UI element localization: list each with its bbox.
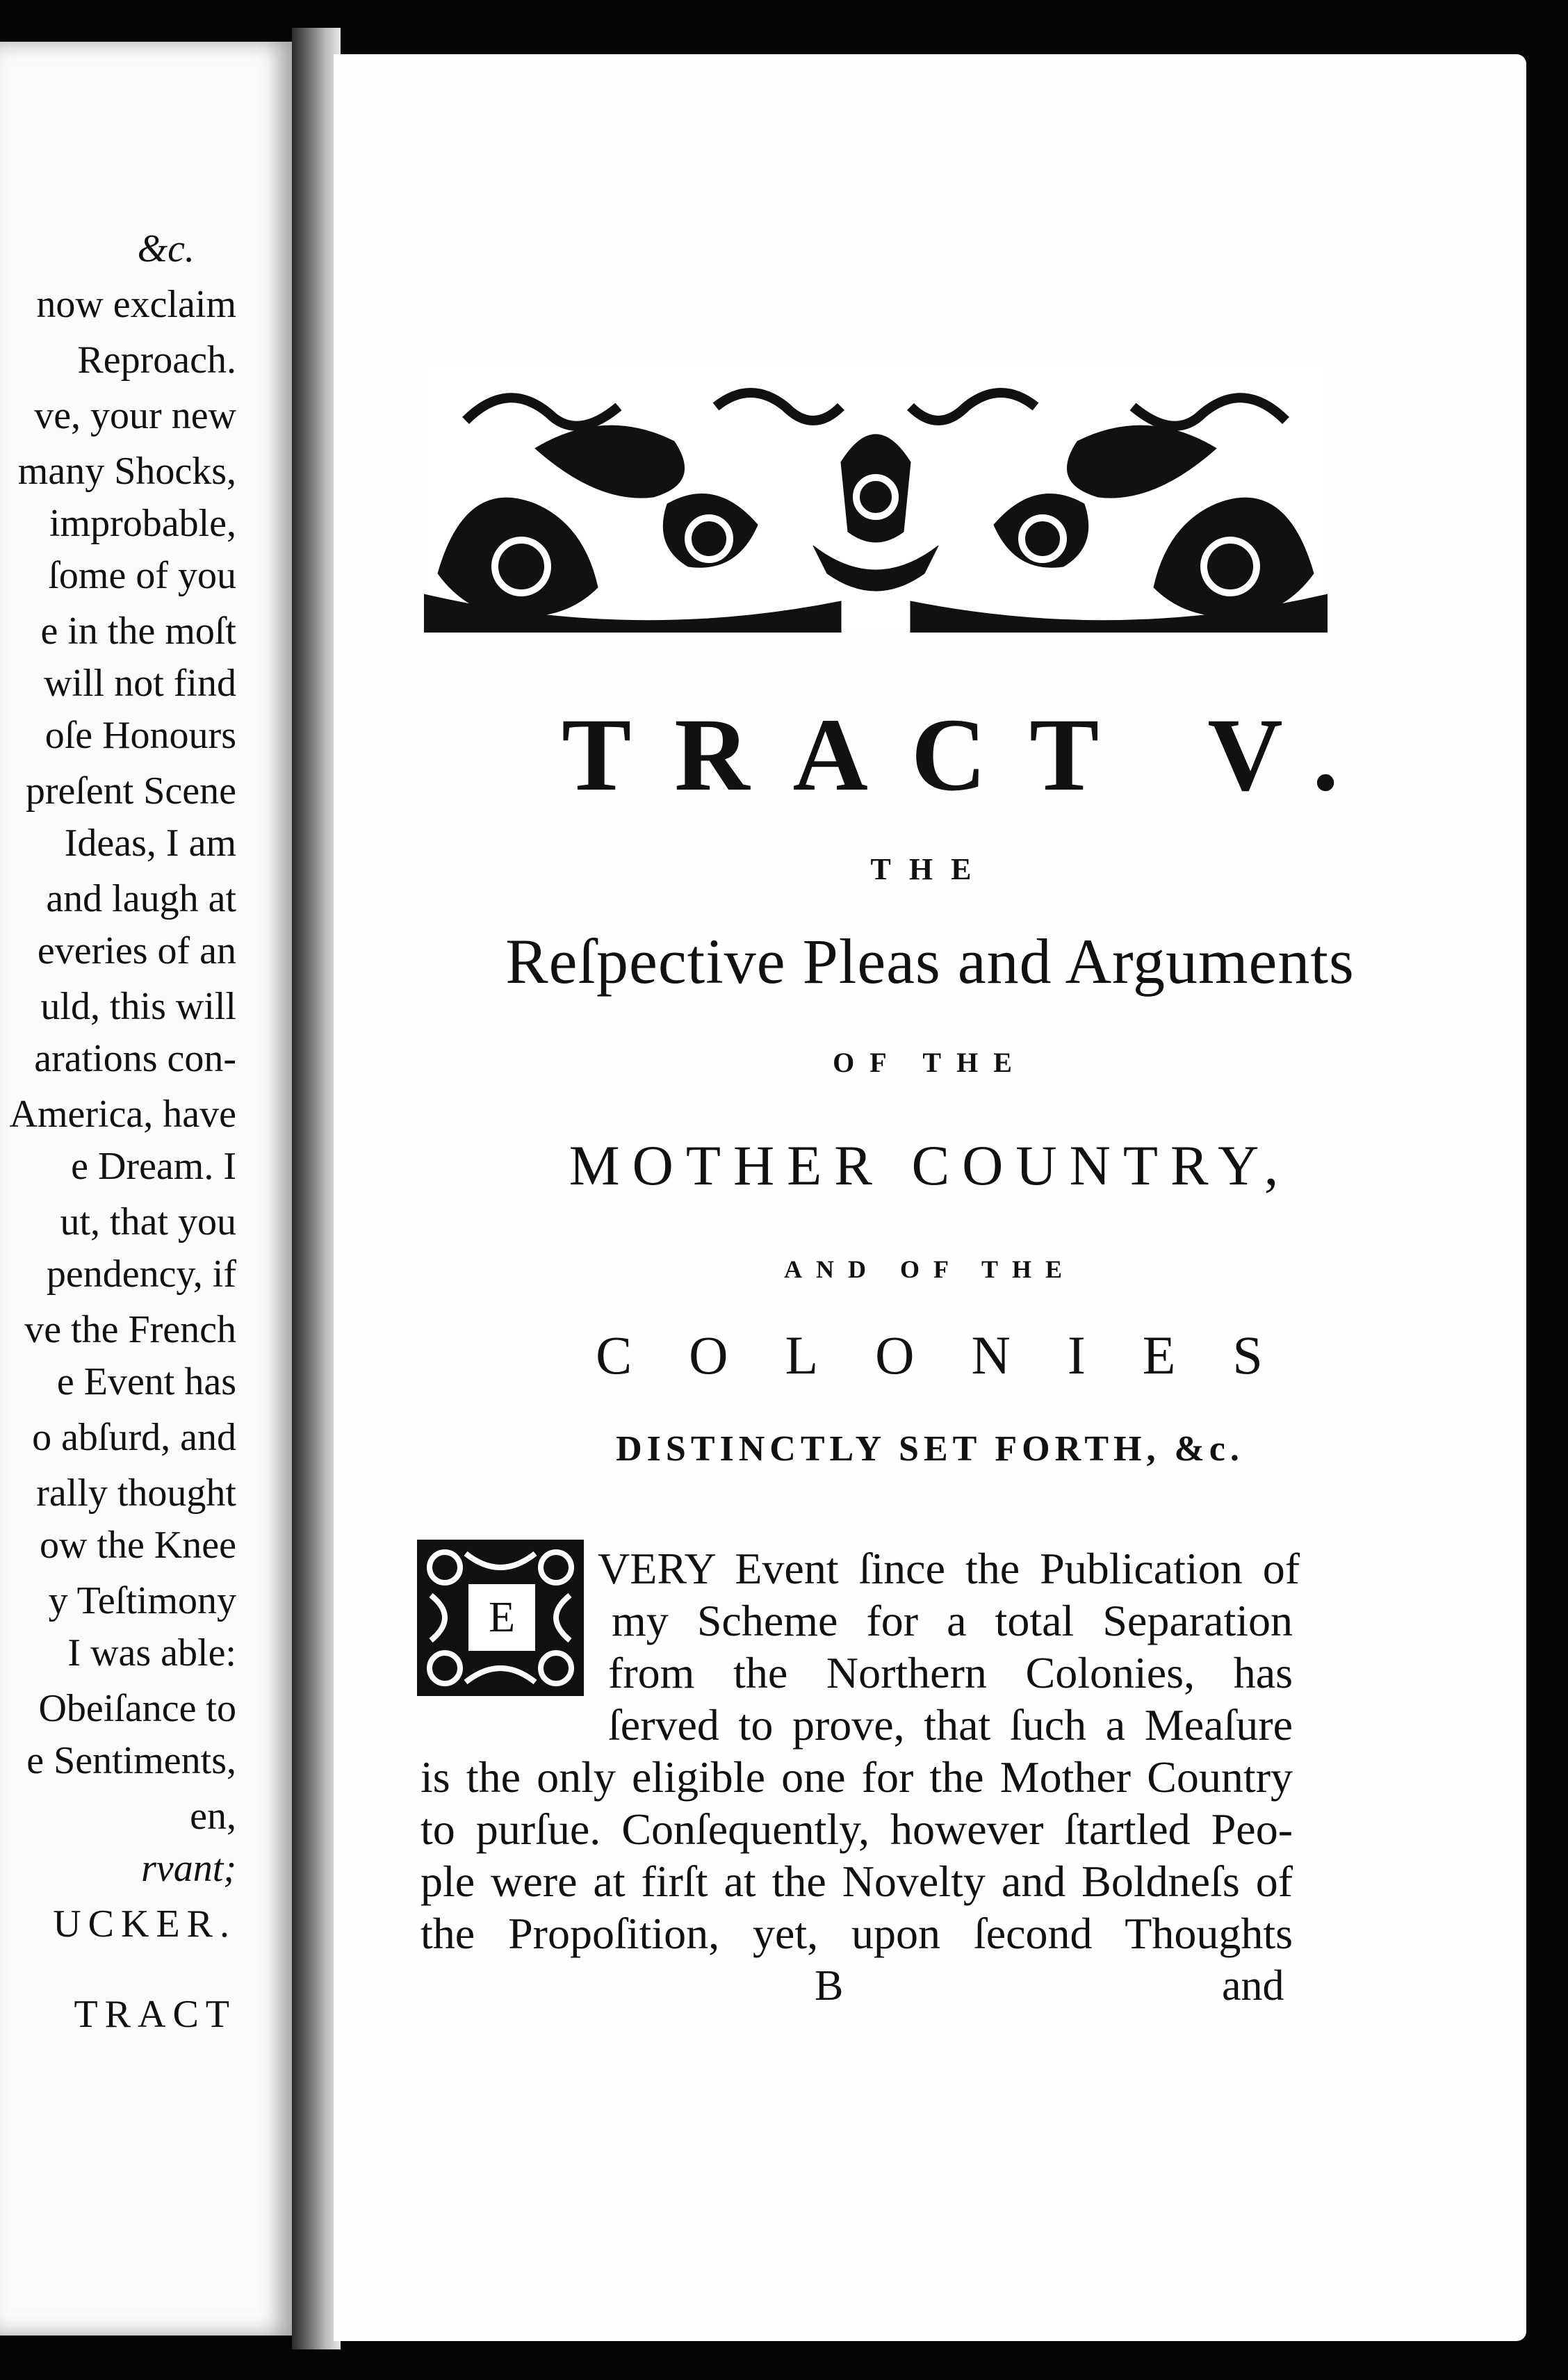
left-page-line: arations con- — [34, 1037, 236, 1080]
left-page-line: ve, your new — [34, 394, 236, 437]
colonies-heading: COLONIES — [596, 1325, 1320, 1385]
left-page-line: ow the Knee — [39, 1524, 236, 1567]
left-page-line: e Event has — [56, 1360, 236, 1403]
left-page-line: e Sentiments, — [26, 1739, 236, 1782]
signature-mark: B — [815, 1962, 844, 2010]
body-line-6: to purſue. Conſequently, however ſtartled Peo- — [420, 1804, 1293, 1854]
left-page-line: rally thought — [36, 1472, 236, 1515]
left-page-line: Reproach. — [77, 339, 236, 382]
left-page-line: pendency, if — [46, 1253, 236, 1296]
left-page-line: oſe Honours — [44, 714, 236, 757]
left-page-line: ſome of you — [48, 554, 236, 597]
left-page-line: rvant; — [141, 1847, 236, 1890]
left-page-line: now exclaim — [36, 283, 236, 326]
body-line-5: is the only eligible one for the Mother Country — [420, 1752, 1293, 1802]
left-page-line: y Teſtimony — [48, 1579, 236, 1622]
left-page-line: Ideas, I am — [64, 822, 236, 865]
body-line-7: ple were at firſt at the Novelty and Boldneſs of — [420, 1857, 1293, 1906]
left-page-line: e in the moſt — [40, 610, 236, 653]
left-page-line: UCKER. — [53, 1902, 236, 1946]
left-page-line: en, — [190, 1795, 236, 1838]
body-line-3: from the Northern Colonies, has — [608, 1648, 1293, 1697]
body-line-2: my Scheme for a total Separation — [612, 1596, 1293, 1645]
left-page-line: e Dream. I — [71, 1145, 236, 1188]
left-page-line: TRACT — [74, 1993, 236, 2036]
left-page-line: everies of an — [37, 929, 236, 972]
left-page-line: improbable, — [49, 502, 236, 545]
left-page-line: ve the French — [24, 1308, 236, 1351]
subheading-the: THE — [870, 852, 990, 886]
left-page-line: uld, this will — [40, 985, 236, 1028]
mother-country-heading: MOTHER COUNTRY, — [569, 1134, 1291, 1197]
left-page-line: America, have — [9, 1093, 236, 1136]
left-page-line: I was able: — [67, 1631, 236, 1674]
left-page-line: will not find — [44, 662, 236, 705]
left-page-line: Obeiſance to — [38, 1687, 236, 1730]
left-page-line: ut, that you — [60, 1200, 236, 1244]
left-page-line: many Shocks, — [17, 450, 236, 493]
left-page-line: &c. — [137, 227, 195, 270]
left-page-line: preſent Scene — [25, 769, 236, 813]
ornamental-headpiece — [424, 365, 1328, 633]
body-line-8: the Propoſition, yet, upon ſecond Thoughts — [420, 1909, 1293, 1958]
subheading-and-of-the: AND OF THE — [783, 1255, 1077, 1283]
main-heading: Reſpective Pleas and Arguments — [505, 926, 1355, 997]
body-line-1: VERY Event ſince the Publication of — [598, 1544, 1300, 1593]
left-page-line: o abſurd, and — [32, 1416, 236, 1459]
catchword: and — [1222, 1962, 1284, 2010]
subheading-of-the: OF THE — [833, 1047, 1027, 1078]
body-line-4: ſerved to prove, that ſuch a Meaſure — [608, 1700, 1293, 1750]
decorated-initial — [417, 1540, 584, 1696]
distinctly-heading: DISTINCTLY SET FORTH, &c. — [616, 1429, 1244, 1469]
left-page — [0, 42, 292, 2336]
left-page-line: and laugh at — [46, 877, 236, 920]
drop-cap-letter: E — [466, 1581, 538, 1654]
tract-title: TRACT V. — [562, 697, 1382, 813]
